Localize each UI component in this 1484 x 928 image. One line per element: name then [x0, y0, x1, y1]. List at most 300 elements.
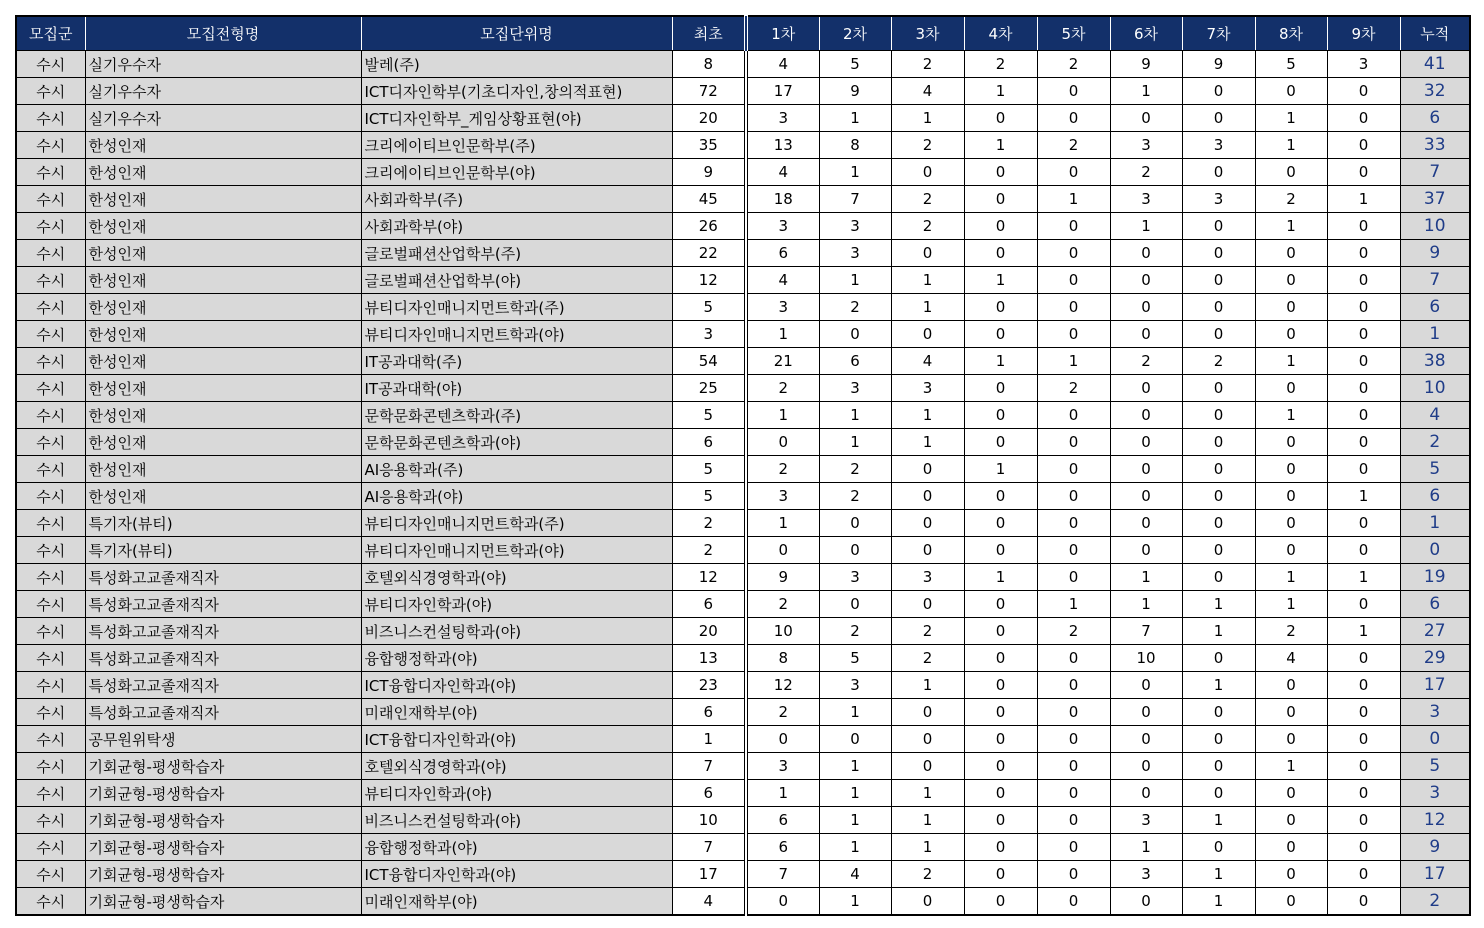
cell-round: 0 [1255, 78, 1327, 105]
cell-admission-type: 실기우수자 [85, 51, 361, 78]
header-round-2: 2차 [819, 16, 891, 51]
cell-group: 수시 [16, 483, 85, 510]
cell-admission-type: 기회균형-평생학습자 [85, 780, 361, 807]
cell-round: 0 [964, 105, 1037, 132]
cell-round: 0 [1110, 240, 1182, 267]
cell-round: 0 [1037, 510, 1110, 537]
cell-round: 0 [964, 699, 1037, 726]
cell-round: 9 [819, 78, 891, 105]
cell-round: 1 [891, 429, 964, 456]
cell-round: 0 [964, 186, 1037, 213]
cell-round: 6 [819, 348, 891, 375]
cell-unit: 호텔외식경영학과(야) [361, 753, 672, 780]
cell-round: 1 [1037, 591, 1110, 618]
cell-round: 0 [1255, 780, 1327, 807]
table-row [16, 861, 1470, 888]
cell-round: 1 [1110, 591, 1182, 618]
cell-round: 0 [1327, 888, 1400, 916]
cell-round: 2 [891, 186, 964, 213]
cell-round: 2 [891, 645, 964, 672]
cell-round: 7 [746, 861, 819, 888]
cell-round: 1 [964, 78, 1037, 105]
cell-round: 1 [1327, 564, 1400, 591]
cell-round: 1 [746, 780, 819, 807]
cell-cumulative: 7 [1400, 159, 1470, 186]
cell-cumulative: 32 [1400, 78, 1470, 105]
cell-round: 0 [964, 213, 1037, 240]
cell-group: 수시 [16, 456, 85, 483]
cell-round: 0 [1110, 429, 1182, 456]
cell-round: 0 [1037, 294, 1110, 321]
table-body [16, 51, 1470, 916]
cell-unit: 비즈니스컨설팅학과(야) [361, 618, 672, 645]
cell-round: 0 [964, 159, 1037, 186]
cell-round: 0 [964, 483, 1037, 510]
cell-round: 7 [819, 186, 891, 213]
cell-round: 13 [746, 132, 819, 159]
cell-round: 18 [746, 186, 819, 213]
cell-admission-type: 특기자(뷰티) [85, 510, 361, 537]
cell-round: 0 [1110, 402, 1182, 429]
cell-cumulative: 4 [1400, 402, 1470, 429]
cell-round: 1 [1110, 564, 1182, 591]
header-unit: 모집단위명 [361, 16, 672, 51]
table-row [16, 537, 1470, 564]
cell-admission-type: 한성인재 [85, 240, 361, 267]
cell-round: 0 [1110, 726, 1182, 753]
cell-group: 수시 [16, 537, 85, 564]
cell-round: 0 [1255, 267, 1327, 294]
cell-round: 0 [1255, 321, 1327, 348]
cell-round: 6 [746, 834, 819, 861]
table-row [16, 510, 1470, 537]
cell-round: 6 [746, 240, 819, 267]
cell-initial: 4 [672, 888, 746, 916]
cell-round: 0 [1182, 645, 1255, 672]
cell-round: 2 [964, 51, 1037, 78]
cell-admission-type: 한성인재 [85, 375, 361, 402]
cell-round: 2 [891, 618, 964, 645]
table-row [16, 429, 1470, 456]
cell-round: 0 [1037, 159, 1110, 186]
header-round-8: 8차 [1255, 16, 1327, 51]
cell-round: 1 [891, 780, 964, 807]
cell-admission-type: 기회균형-평생학습자 [85, 834, 361, 861]
table-row [16, 240, 1470, 267]
cell-initial: 6 [672, 699, 746, 726]
cell-round: 0 [1110, 537, 1182, 564]
cell-round: 3 [891, 564, 964, 591]
cell-round: 4 [1255, 645, 1327, 672]
cell-admission-type: 특성화고교졸재직자 [85, 672, 361, 699]
cell-round: 1 [891, 267, 964, 294]
cell-cumulative: 6 [1400, 483, 1470, 510]
cell-round: 0 [1182, 483, 1255, 510]
cell-round: 1 [891, 402, 964, 429]
cell-round: 0 [1037, 105, 1110, 132]
header-round-3: 3차 [891, 16, 964, 51]
cell-group: 수시 [16, 780, 85, 807]
cell-admission-type: 특기자(뷰티) [85, 537, 361, 564]
table-row [16, 834, 1470, 861]
cell-round: 0 [891, 483, 964, 510]
cell-round: 0 [1327, 537, 1400, 564]
cell-unit: 문학문화콘텐츠학과(야) [361, 429, 672, 456]
cell-round: 1 [1255, 105, 1327, 132]
cell-round: 0 [1037, 888, 1110, 916]
cell-round: 0 [1182, 402, 1255, 429]
cell-round: 1 [819, 888, 891, 916]
cell-cumulative: 1 [1400, 510, 1470, 537]
cell-round: 0 [1327, 348, 1400, 375]
cell-initial: 6 [672, 429, 746, 456]
header-round-5: 5차 [1037, 16, 1110, 51]
cell-round: 0 [891, 699, 964, 726]
cell-round: 0 [819, 321, 891, 348]
cell-round: 0 [1255, 456, 1327, 483]
cell-round: 0 [964, 294, 1037, 321]
cell-round: 0 [964, 780, 1037, 807]
cell-round: 0 [964, 321, 1037, 348]
cell-unit: 뷰티디자인학과(야) [361, 780, 672, 807]
table-header [16, 16, 1470, 51]
cell-initial: 54 [672, 348, 746, 375]
cell-round: 0 [1255, 483, 1327, 510]
cell-round: 9 [1182, 51, 1255, 78]
cell-round: 2 [1037, 375, 1110, 402]
cell-group: 수시 [16, 267, 85, 294]
cell-round: 0 [1037, 456, 1110, 483]
cell-initial: 22 [672, 240, 746, 267]
cell-round: 0 [1327, 510, 1400, 537]
cell-round: 0 [1255, 240, 1327, 267]
header-row [16, 16, 1470, 51]
cell-round: 0 [1037, 726, 1110, 753]
table-row [16, 132, 1470, 159]
cell-round: 0 [1037, 645, 1110, 672]
cell-admission-type: 실기우수자 [85, 78, 361, 105]
cell-round: 3 [1110, 861, 1182, 888]
cell-round: 0 [1327, 78, 1400, 105]
cell-cumulative: 6 [1400, 591, 1470, 618]
cell-group: 수시 [16, 834, 85, 861]
cell-round: 0 [1327, 402, 1400, 429]
table-row [16, 807, 1470, 834]
cell-cumulative: 5 [1400, 456, 1470, 483]
header-admission-type: 모집전형명 [85, 16, 361, 51]
cell-round: 0 [1110, 105, 1182, 132]
cell-initial: 8 [672, 51, 746, 78]
cell-admission-type: 실기우수자 [85, 105, 361, 132]
cell-admission-type: 기회균형-평생학습자 [85, 888, 361, 916]
cell-round: 1 [819, 753, 891, 780]
cell-round: 0 [1037, 483, 1110, 510]
header-cumulative: 누적 [1400, 16, 1470, 51]
cell-unit: 뷰티디자인매니지먼트학과(주) [361, 294, 672, 321]
cell-cumulative: 2 [1400, 888, 1470, 916]
cell-round: 17 [746, 78, 819, 105]
cell-round: 2 [1037, 618, 1110, 645]
cell-initial: 25 [672, 375, 746, 402]
cell-round: 1 [1255, 132, 1327, 159]
cell-admission-type: 한성인재 [85, 186, 361, 213]
header-group: 모집군 [16, 16, 85, 51]
cell-cumulative: 3 [1400, 699, 1470, 726]
cell-round: 0 [891, 510, 964, 537]
cell-cumulative: 1 [1400, 321, 1470, 348]
cell-cumulative: 27 [1400, 618, 1470, 645]
cell-group: 수시 [16, 510, 85, 537]
cell-round: 5 [819, 645, 891, 672]
cell-round: 2 [1110, 159, 1182, 186]
cell-initial: 6 [672, 591, 746, 618]
cell-round: 0 [1327, 213, 1400, 240]
cell-round: 0 [891, 240, 964, 267]
cell-round: 3 [746, 483, 819, 510]
cell-round: 1 [819, 159, 891, 186]
cell-round: 0 [1182, 294, 1255, 321]
cell-unit: 문학문화콘텐츠학과(주) [361, 402, 672, 429]
cell-cumulative: 9 [1400, 240, 1470, 267]
cell-round: 0 [1255, 834, 1327, 861]
cell-initial: 20 [672, 618, 746, 645]
cell-round: 1 [1327, 618, 1400, 645]
cell-round: 0 [746, 429, 819, 456]
cell-round: 2 [1182, 348, 1255, 375]
cell-round: 3 [746, 753, 819, 780]
cell-round: 0 [964, 645, 1037, 672]
cell-initial: 35 [672, 132, 746, 159]
cell-round: 0 [964, 429, 1037, 456]
cell-cumulative: 0 [1400, 537, 1470, 564]
cell-admission-type: 특성화고교졸재직자 [85, 564, 361, 591]
cell-round: 0 [1182, 753, 1255, 780]
cell-cumulative: 6 [1400, 105, 1470, 132]
header-round-1: 1차 [746, 16, 819, 51]
cell-round: 0 [1110, 294, 1182, 321]
cell-unit: 사회과학부(야) [361, 213, 672, 240]
table-row [16, 699, 1470, 726]
table-row [16, 591, 1470, 618]
cell-round: 10 [746, 618, 819, 645]
cell-round: 0 [1255, 699, 1327, 726]
cell-round: 4 [746, 51, 819, 78]
cell-round: 1 [746, 402, 819, 429]
cell-round: 7 [1110, 618, 1182, 645]
cell-round: 0 [1110, 510, 1182, 537]
cell-round: 0 [1182, 456, 1255, 483]
cell-unit: 뷰티디자인매니지먼트학과(야) [361, 321, 672, 348]
cell-round: 0 [1037, 213, 1110, 240]
cell-round: 0 [1182, 375, 1255, 402]
table-row [16, 267, 1470, 294]
table-row [16, 753, 1470, 780]
cell-group: 수시 [16, 564, 85, 591]
admissions-waitlist-table [15, 15, 1471, 916]
cell-round: 0 [1327, 834, 1400, 861]
cell-round: 0 [1327, 645, 1400, 672]
cell-group: 수시 [16, 753, 85, 780]
cell-round: 0 [964, 618, 1037, 645]
cell-round: 0 [1327, 375, 1400, 402]
cell-round: 2 [746, 699, 819, 726]
cell-admission-type: 특성화고교졸재직자 [85, 699, 361, 726]
cell-round: 1 [1255, 348, 1327, 375]
cell-round: 0 [819, 726, 891, 753]
cell-round: 1 [1110, 78, 1182, 105]
cell-unit: AI응용학과(주) [361, 456, 672, 483]
cell-initial: 7 [672, 834, 746, 861]
cell-round: 1 [1037, 348, 1110, 375]
cell-initial: 12 [672, 267, 746, 294]
table-row [16, 483, 1470, 510]
cell-round: 1 [891, 807, 964, 834]
cell-round: 3 [1327, 51, 1400, 78]
cell-round: 1 [891, 294, 964, 321]
cell-round: 0 [1110, 672, 1182, 699]
cell-round: 1 [1182, 672, 1255, 699]
cell-unit: ICT디자인학부(기초디자인,창의적표현) [361, 78, 672, 105]
cell-round: 0 [1182, 699, 1255, 726]
table-row [16, 105, 1470, 132]
cell-round: 1 [891, 105, 964, 132]
table-row [16, 780, 1470, 807]
cell-round: 3 [819, 213, 891, 240]
cell-round: 0 [891, 456, 964, 483]
cell-initial: 5 [672, 483, 746, 510]
cell-round: 0 [819, 591, 891, 618]
cell-round: 1 [1255, 402, 1327, 429]
cell-round: 3 [819, 564, 891, 591]
cell-admission-type: 기회균형-평생학습자 [85, 753, 361, 780]
header-initial: 최초 [672, 16, 746, 51]
cell-admission-type: 공무원위탁생 [85, 726, 361, 753]
cell-round: 0 [1037, 537, 1110, 564]
cell-round: 0 [964, 861, 1037, 888]
cell-round: 1 [819, 402, 891, 429]
table-row [16, 294, 1470, 321]
cell-round: 0 [1327, 780, 1400, 807]
cell-group: 수시 [16, 321, 85, 348]
cell-round: 0 [964, 510, 1037, 537]
cell-initial: 5 [672, 456, 746, 483]
cell-group: 수시 [16, 240, 85, 267]
cell-cumulative: 17 [1400, 672, 1470, 699]
cell-cumulative: 10 [1400, 213, 1470, 240]
cell-initial: 17 [672, 861, 746, 888]
cell-unit: ICT융합디자인학과(야) [361, 726, 672, 753]
cell-round: 1 [891, 672, 964, 699]
cell-round: 0 [1255, 726, 1327, 753]
cell-round: 2 [819, 483, 891, 510]
cell-round: 2 [891, 132, 964, 159]
cell-round: 0 [1110, 483, 1182, 510]
cell-unit: IT공과대학(야) [361, 375, 672, 402]
cell-group: 수시 [16, 645, 85, 672]
cell-admission-type: 한성인재 [85, 456, 361, 483]
cell-initial: 10 [672, 807, 746, 834]
cell-initial: 13 [672, 645, 746, 672]
cell-round: 0 [1182, 780, 1255, 807]
cell-round: 1 [1037, 186, 1110, 213]
cell-round: 0 [1182, 564, 1255, 591]
cell-round: 0 [1037, 672, 1110, 699]
cell-round: 0 [891, 591, 964, 618]
cell-admission-type: 특성화고교졸재직자 [85, 618, 361, 645]
cell-admission-type: 한성인재 [85, 213, 361, 240]
cell-round: 1 [1255, 564, 1327, 591]
cell-group: 수시 [16, 861, 85, 888]
cell-round: 0 [746, 726, 819, 753]
cell-round: 1 [964, 132, 1037, 159]
cell-round: 0 [1327, 159, 1400, 186]
cell-round: 4 [746, 267, 819, 294]
cell-round: 0 [1327, 105, 1400, 132]
cell-round: 3 [1110, 186, 1182, 213]
cell-round: 0 [1182, 159, 1255, 186]
cell-initial: 5 [672, 402, 746, 429]
table-row [16, 51, 1470, 78]
table-row [16, 726, 1470, 753]
cell-round: 1 [746, 321, 819, 348]
cell-unit: 크리에이티브인문학부(야) [361, 159, 672, 186]
cell-round: 2 [819, 618, 891, 645]
cell-round: 0 [1110, 753, 1182, 780]
cell-group: 수시 [16, 726, 85, 753]
cell-round: 0 [964, 672, 1037, 699]
header-round-9: 9차 [1327, 16, 1400, 51]
cell-admission-type: 한성인재 [85, 321, 361, 348]
cell-round: 0 [1110, 699, 1182, 726]
cell-cumulative: 17 [1400, 861, 1470, 888]
cell-group: 수시 [16, 591, 85, 618]
cell-admission-type: 기회균형-평생학습자 [85, 861, 361, 888]
cell-unit: 비즈니스컨설팅학과(야) [361, 807, 672, 834]
cell-round: 2 [891, 213, 964, 240]
cell-round: 0 [1182, 321, 1255, 348]
cell-round: 5 [1255, 51, 1327, 78]
table-row [16, 348, 1470, 375]
header-round-6: 6차 [1110, 16, 1182, 51]
table-row [16, 186, 1470, 213]
table-row [16, 618, 1470, 645]
cell-round: 0 [964, 834, 1037, 861]
cell-unit: 크리에이티브인문학부(주) [361, 132, 672, 159]
cell-group: 수시 [16, 402, 85, 429]
cell-round: 1 [819, 699, 891, 726]
cell-round: 0 [1327, 429, 1400, 456]
cell-group: 수시 [16, 51, 85, 78]
table-row [16, 321, 1470, 348]
cell-round: 8 [746, 645, 819, 672]
table-row [16, 78, 1470, 105]
table-row [16, 888, 1470, 916]
cell-round: 0 [1037, 834, 1110, 861]
cell-round: 0 [1182, 240, 1255, 267]
cell-admission-type: 한성인재 [85, 483, 361, 510]
cell-round: 1 [819, 267, 891, 294]
table-row [16, 213, 1470, 240]
cell-initial: 72 [672, 78, 746, 105]
cell-group: 수시 [16, 78, 85, 105]
cell-round: 0 [1255, 429, 1327, 456]
cell-round: 0 [746, 537, 819, 564]
cell-cumulative: 37 [1400, 186, 1470, 213]
cell-round: 0 [1110, 888, 1182, 916]
cell-cumulative: 2 [1400, 429, 1470, 456]
cell-round: 0 [1182, 105, 1255, 132]
cell-group: 수시 [16, 375, 85, 402]
